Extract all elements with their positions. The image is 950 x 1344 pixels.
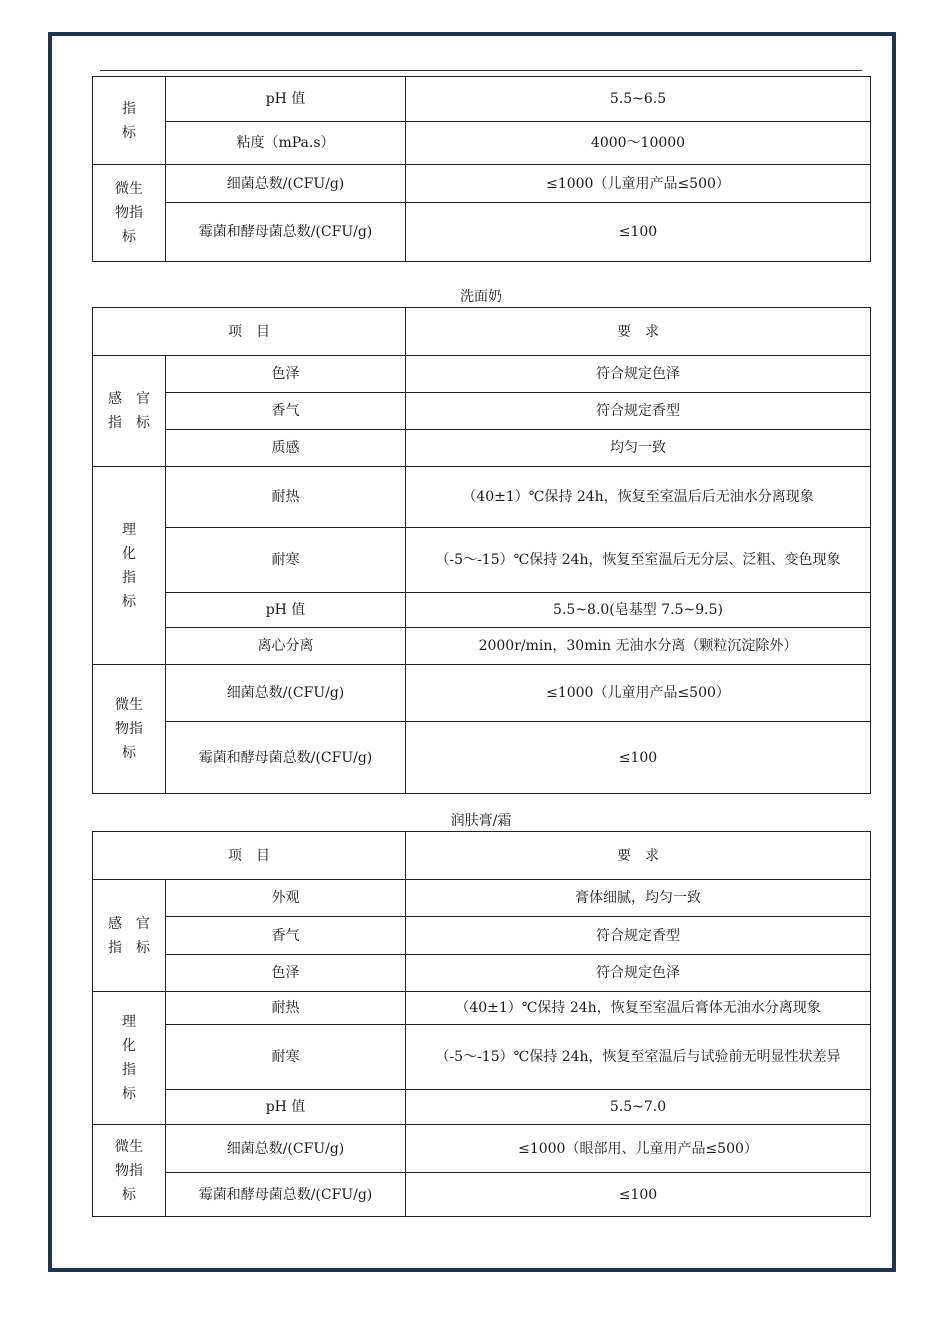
requirement-cell: ≤100 <box>406 203 871 262</box>
requirement-cell: ≤100 <box>406 722 871 794</box>
table-row <box>93 955 871 992</box>
requirement-cell: ≤100 <box>406 1173 871 1217</box>
item-cell: pH 值 <box>166 77 406 122</box>
requirement-cell: 符合规定色泽 <box>406 955 871 992</box>
header-requirement: 要 求 <box>406 832 871 880</box>
requirement-cell: （40±1）℃保持 24h，恢复至室温后膏体无油水分离现象 <box>406 992 871 1025</box>
item-cell: 细菌总数/(CFU/g) <box>166 165 406 203</box>
requirement-cell: ≤1000（儿童用产品≤500） <box>406 165 871 203</box>
requirement-cell: ≤1000（儿童用产品≤500） <box>406 665 871 722</box>
table-row <box>93 1173 871 1217</box>
requirement-cell: 5.5~8.0(皂基型 7.5~9.5) <box>406 593 871 628</box>
table-cleanser <box>92 307 871 794</box>
item-cell: 色泽 <box>166 955 406 992</box>
item-cell: 耐寒 <box>166 1025 406 1090</box>
requirement-cell: 符合规定色泽 <box>406 356 871 393</box>
table-row <box>93 722 871 794</box>
table-row <box>93 430 871 467</box>
category-cell: 微生 物指 标 <box>93 1125 166 1217</box>
table-row <box>93 203 871 262</box>
category-cell: 指 标 <box>93 77 166 165</box>
requirement-cell: 2000r/min，30min 无油水分离（颗粒沉淀除外） <box>406 628 871 665</box>
requirement-cell: 4000～10000 <box>406 122 871 165</box>
item-cell: 霉菌和酵母菌总数/(CFU/g) <box>166 722 406 794</box>
table-row <box>93 992 871 1025</box>
item-cell: 霉菌和酵母菌总数/(CFU/g) <box>166 203 406 262</box>
item-cell: pH 值 <box>166 593 406 628</box>
item-cell: 耐热 <box>166 467 406 528</box>
table-title-cleanser: 洗面奶 <box>460 289 502 305</box>
header-item: 项 目 <box>93 832 406 880</box>
requirement-cell: （40±1）℃保持 24h，恢复至室温后后无油水分离现象 <box>406 467 871 528</box>
table-row <box>93 628 871 665</box>
category-cell: 理 化 指 标 <box>93 467 166 665</box>
item-cell: 香气 <box>166 917 406 955</box>
item-cell: 香气 <box>166 393 406 430</box>
header-requirement: 要 求 <box>406 308 871 356</box>
table-row <box>93 467 871 528</box>
item-cell: 耐寒 <box>166 528 406 593</box>
requirement-cell: 5.5~7.0 <box>406 1090 871 1125</box>
table-row <box>93 665 871 722</box>
category-cell: 感 官 指 标 <box>93 880 166 992</box>
requirement-cell: 符合规定香型 <box>406 917 871 955</box>
table-header-row <box>93 832 871 880</box>
table-row <box>93 1025 871 1090</box>
category-cell: 理 化 指 标 <box>93 992 166 1125</box>
table-row <box>93 1125 871 1173</box>
table-header-row <box>93 308 871 356</box>
table-row <box>93 1090 871 1125</box>
header-rule <box>100 70 862 71</box>
item-cell: pH 值 <box>166 1090 406 1125</box>
requirement-cell: 均匀一致 <box>406 430 871 467</box>
table-row <box>93 917 871 955</box>
table-row <box>93 393 871 430</box>
table-cream <box>92 831 871 1217</box>
requirement-cell: ≤1000（眼部用、儿童用产品≤500） <box>406 1125 871 1173</box>
category-cell: 感 官 指 标 <box>93 356 166 467</box>
item-cell: 质感 <box>166 430 406 467</box>
table-continued <box>92 76 871 262</box>
table-row <box>93 356 871 393</box>
requirement-cell: 膏体细腻，均匀一致 <box>406 880 871 917</box>
requirement-cell: （-5～-15）℃保持 24h，恢复至室温后无分层、泛粗、变色现象 <box>406 528 871 593</box>
item-cell: 色泽 <box>166 356 406 393</box>
table-row <box>93 122 871 165</box>
table-row <box>93 165 871 203</box>
item-cell: 外观 <box>166 880 406 917</box>
item-cell: 细菌总数/(CFU/g) <box>166 1125 406 1173</box>
item-cell: 耐热 <box>166 992 406 1025</box>
table-row <box>93 880 871 917</box>
requirement-cell: 5.5~6.5 <box>406 77 871 122</box>
table-title-cream: 润肤膏/霜 <box>450 813 512 829</box>
item-cell: 粘度（mPa.s） <box>166 122 406 165</box>
header-item: 项 目 <box>93 308 406 356</box>
table-row <box>93 77 871 122</box>
table-row <box>93 528 871 593</box>
table-row <box>93 593 871 628</box>
item-cell: 细菌总数/(CFU/g) <box>166 665 406 722</box>
item-cell: 霉菌和酵母菌总数/(CFU/g) <box>166 1173 406 1217</box>
requirement-cell: （-5～-15）℃保持 24h，恢复至室温后与试验前无明显性状差异 <box>406 1025 871 1090</box>
requirement-cell: 符合规定香型 <box>406 393 871 430</box>
category-cell: 微生 物指 标 <box>93 165 166 262</box>
category-cell: 微生 物指 标 <box>93 665 166 794</box>
item-cell: 离心分离 <box>166 628 406 665</box>
